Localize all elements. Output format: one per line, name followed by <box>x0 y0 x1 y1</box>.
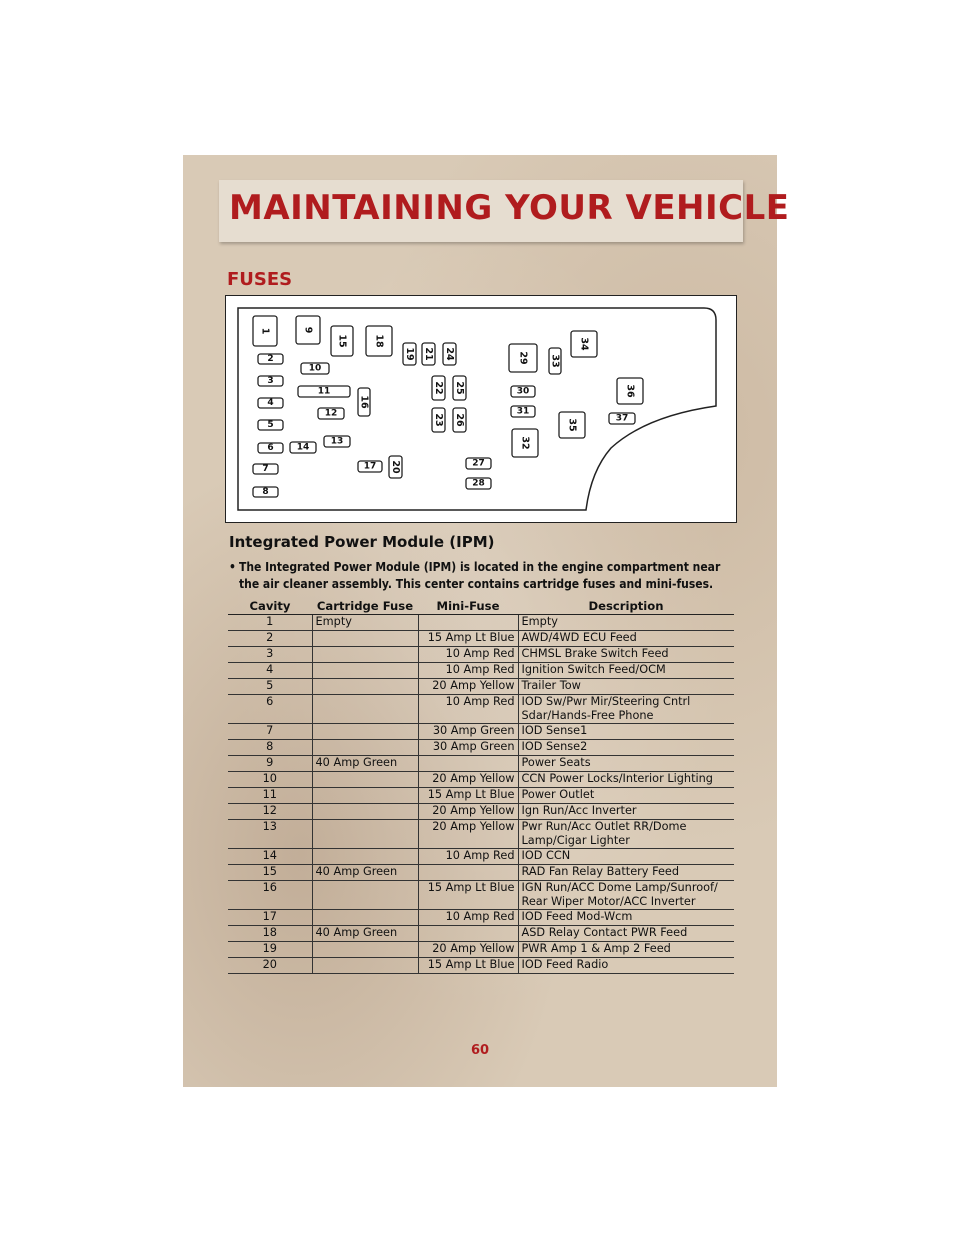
ipm-bullet <box>229 559 729 593</box>
fuse-7 <box>253 464 278 474</box>
fuse-12 <box>318 408 344 419</box>
cell-description: IOD Feed Radio <box>518 958 734 974</box>
fuse-13 <box>324 436 350 447</box>
cell-cavity: 9 <box>228 756 312 772</box>
cell-cartridge-fuse <box>312 631 418 647</box>
fuse-label: 34 <box>578 337 590 351</box>
cell-mini-fuse: 20 Amp Yellow <box>418 942 518 958</box>
table-row <box>228 820 734 849</box>
cell-description: AWD/4WD ECU Feed <box>518 631 734 647</box>
cell-cartridge-fuse <box>312 740 418 756</box>
fuse-label: 33 <box>549 354 561 368</box>
cell-cartridge-fuse <box>312 647 418 663</box>
cell-cartridge-fuse <box>312 881 418 910</box>
cell-description: Ignition Switch Feed/OCM <box>518 663 734 679</box>
fuse-16 <box>358 388 370 416</box>
ipm-bullet-text: The Integrated Power Module (IPM) is located in the engine compartment near the air cleaner assembly. This center contains cartridge fuses and mini-fuses. <box>239 560 721 591</box>
section-banner <box>219 180 790 242</box>
cell-mini-fuse <box>418 926 518 942</box>
cell-description: RAD Fan Relay Battery Feed <box>518 865 734 881</box>
cell-cartridge-fuse <box>312 910 418 926</box>
fuse-label: 30 <box>516 386 530 397</box>
fuse-27 <box>466 458 491 469</box>
cell-cavity: 16 <box>228 881 312 910</box>
fuse-19 <box>403 343 416 365</box>
fuse-label: 6 <box>267 443 274 453</box>
fuse-4 <box>258 398 283 408</box>
cell-mini-fuse: 30 Amp Green <box>418 724 518 740</box>
fuse-2 <box>258 354 283 364</box>
cell-mini-fuse: 10 Amp Red <box>418 695 518 724</box>
cell-mini-fuse: 15 Amp Lt Blue <box>418 881 518 910</box>
cell-description: Empty <box>518 615 734 631</box>
cell-cavity: 15 <box>228 865 312 881</box>
fuse-label: 29 <box>517 351 529 365</box>
cell-description: CHMSL Brake Switch Feed <box>518 647 734 663</box>
fuse-label: 4 <box>267 398 274 408</box>
fuse-24 <box>443 343 456 365</box>
fuses-heading: FUSES <box>227 269 293 290</box>
fuse-label: 18 <box>373 334 385 348</box>
cell-cavity: 2 <box>228 631 312 647</box>
fuse-label: 25 <box>454 381 465 395</box>
fuse-label: 17 <box>363 461 377 472</box>
cell-cavity: 7 <box>228 724 312 740</box>
fuse-box-diagram <box>225 295 737 523</box>
cell-cartridge-fuse <box>312 820 418 849</box>
fuse-label: 31 <box>516 406 530 417</box>
cell-cartridge-fuse <box>312 679 418 695</box>
cell-mini-fuse <box>418 865 518 881</box>
fuse-29 <box>509 344 537 372</box>
table-row <box>228 926 734 942</box>
table-row <box>228 849 734 865</box>
cell-cartridge-fuse <box>312 942 418 958</box>
fuse-label: 20 <box>390 460 401 474</box>
table-row <box>228 804 734 820</box>
fuse-label: 7 <box>262 464 269 474</box>
cell-cartridge-fuse <box>312 958 418 974</box>
cell-mini-fuse: 20 Amp Yellow <box>418 820 518 849</box>
table-row <box>228 615 734 631</box>
cell-description: IOD Sense2 <box>518 740 734 756</box>
fuse-25 <box>453 376 466 400</box>
fuse-label: 1 <box>259 327 271 335</box>
cell-cartridge-fuse: 40 Amp Green <box>312 865 418 881</box>
fuse-label: 19 <box>404 347 415 361</box>
fuse-label: 28 <box>472 478 485 489</box>
fuse-label: 36 <box>624 384 636 398</box>
fuse-label: 16 <box>358 395 370 409</box>
fuse-label: 24 <box>444 347 455 361</box>
cell-mini-fuse: 20 Amp Yellow <box>418 679 518 695</box>
cell-cavity: 12 <box>228 804 312 820</box>
fuse-15 <box>331 326 353 356</box>
cell-cavity: 13 <box>228 820 312 849</box>
cell-mini-fuse <box>418 615 518 631</box>
fuse-label: 14 <box>296 442 310 453</box>
fuse-label: 11 <box>317 386 331 397</box>
header-mini-fuse: Mini-Fuse <box>418 597 518 615</box>
fuse-1 <box>253 316 277 346</box>
cell-description: ASD Relay Contact PWR Feed <box>518 926 734 942</box>
cell-description: PWR Amp 1 & Amp 2 Feed <box>518 942 734 958</box>
cell-cavity: 20 <box>228 958 312 974</box>
cell-cartridge-fuse <box>312 804 418 820</box>
fuse-8 <box>253 487 278 497</box>
table-row <box>228 756 734 772</box>
cell-description: Trailer Tow <box>518 679 734 695</box>
fuse-label: 9 <box>302 326 314 334</box>
table-row <box>228 724 734 740</box>
ipm-heading: Integrated Power Module (IPM) <box>229 533 495 551</box>
cell-mini-fuse: 10 Amp Red <box>418 849 518 865</box>
cell-cartridge-fuse: 40 Amp Green <box>312 756 418 772</box>
cell-cavity: 8 <box>228 740 312 756</box>
cell-description: Power Outlet <box>518 788 734 804</box>
cell-cartridge-fuse <box>312 849 418 865</box>
cell-description: IOD Sense1 <box>518 724 734 740</box>
fuse-21 <box>422 343 435 365</box>
cell-cartridge-fuse <box>312 663 418 679</box>
cell-mini-fuse: 10 Amp Red <box>418 910 518 926</box>
fuse-label: 27 <box>472 458 485 469</box>
fuse-label: 23 <box>433 413 444 427</box>
cell-mini-fuse: 20 Amp Yellow <box>418 772 518 788</box>
cell-description: IOD Sw/Pwr Mir/Steering Cntrl Sdar/Hands-Free Phone <box>518 695 734 724</box>
fuse-20 <box>389 456 402 478</box>
fuse-30 <box>511 386 535 397</box>
fuse-36 <box>617 378 643 404</box>
cell-cavity: 10 <box>228 772 312 788</box>
fuse-6 <box>258 443 283 453</box>
table-row <box>228 695 734 724</box>
table-row <box>228 958 734 974</box>
fuse-box-svg <box>226 296 736 522</box>
cell-cartridge-fuse: 40 Amp Green <box>312 926 418 942</box>
fuse-31 <box>511 406 535 417</box>
fuse-37 <box>609 413 635 424</box>
fuse-18 <box>366 326 392 356</box>
cell-description: Power Seats <box>518 756 734 772</box>
fuse-label: 10 <box>308 363 322 374</box>
cell-mini-fuse: 15 Amp Lt Blue <box>418 631 518 647</box>
fuse-33 <box>549 348 561 374</box>
fuse-label: 8 <box>262 487 269 497</box>
cell-mini-fuse <box>418 756 518 772</box>
cell-mini-fuse: 30 Amp Green <box>418 740 518 756</box>
fuse-22 <box>432 376 445 400</box>
cell-description: CCN Power Locks/Interior Lighting <box>518 772 734 788</box>
fuse-28 <box>466 478 491 489</box>
cell-cartridge-fuse: Empty <box>312 615 418 631</box>
fuse-23 <box>432 408 445 432</box>
fuse-11 <box>298 386 350 397</box>
cell-mini-fuse: 20 Amp Yellow <box>418 804 518 820</box>
fuse-label: 32 <box>519 436 531 450</box>
cell-cavity: 5 <box>228 679 312 695</box>
table-row <box>228 910 734 926</box>
cell-cartridge-fuse <box>312 788 418 804</box>
cell-description: IOD Feed Mod-Wcm <box>518 910 734 926</box>
table-row <box>228 740 734 756</box>
fuse-label: 5 <box>267 420 274 430</box>
fuse-32 <box>512 429 538 457</box>
fuse-label: 13 <box>330 436 344 447</box>
table-header-row <box>228 597 734 615</box>
fuse-label: 22 <box>433 381 444 395</box>
fuse-label: 12 <box>324 408 338 419</box>
cell-cartridge-fuse <box>312 772 418 788</box>
cell-cavity: 17 <box>228 910 312 926</box>
table-row <box>228 679 734 695</box>
fuse-label: 21 <box>423 347 434 361</box>
header-description: Description <box>518 597 734 615</box>
page-number: 60 <box>470 1043 490 1058</box>
fuse-label: 37 <box>615 413 629 424</box>
fuse-26 <box>453 408 466 432</box>
cell-description: Pwr Run/Acc Outlet RR/Dome Lamp/Cigar Lighter <box>518 820 734 849</box>
cell-cavity: 4 <box>228 663 312 679</box>
fuse-34 <box>571 331 597 357</box>
table-row <box>228 881 734 910</box>
banner-title: MAINTAINING YOUR VEHICLE <box>229 188 790 228</box>
cell-cartridge-fuse <box>312 724 418 740</box>
manual-page <box>183 155 790 1087</box>
cell-cavity: 1 <box>228 615 312 631</box>
cell-cavity: 3 <box>228 647 312 663</box>
fuse-label: 3 <box>267 376 274 386</box>
cell-mini-fuse: 15 Amp Lt Blue <box>418 788 518 804</box>
fuse-table-body <box>228 615 734 974</box>
fuse-17 <box>358 461 382 472</box>
cell-cavity: 6 <box>228 695 312 724</box>
table-row <box>228 788 734 804</box>
table-row <box>228 663 734 679</box>
cell-cavity: 14 <box>228 849 312 865</box>
cell-cavity: 18 <box>228 926 312 942</box>
cell-cavity: 19 <box>228 942 312 958</box>
fuse-9 <box>296 316 320 344</box>
fuse-10 <box>301 363 329 374</box>
table-row <box>228 631 734 647</box>
fuse-table <box>228 597 734 974</box>
fuse-3 <box>258 376 283 386</box>
header-cavity: Cavity <box>228 597 312 615</box>
table-row <box>228 647 734 663</box>
fuse-label: 15 <box>336 334 348 348</box>
cell-mini-fuse: 10 Amp Red <box>418 663 518 679</box>
cell-description: IOD CCN <box>518 849 734 865</box>
table-row <box>228 865 734 881</box>
cell-description: Ign Run/Acc Inverter <box>518 804 734 820</box>
fuse-label: 2 <box>267 354 274 364</box>
table-row <box>228 942 734 958</box>
bullet-icon: • <box>229 560 236 574</box>
cell-mini-fuse: 15 Amp Lt Blue <box>418 958 518 974</box>
fuse-label: 26 <box>454 413 465 427</box>
cell-cartridge-fuse <box>312 695 418 724</box>
fuse-5 <box>258 420 283 430</box>
cell-mini-fuse: 10 Amp Red <box>418 647 518 663</box>
cell-description: IGN Run/ACC Dome Lamp/Sunroof/ Rear Wiper Motor/ACC Inverter <box>518 881 734 910</box>
cell-cavity: 11 <box>228 788 312 804</box>
table-row <box>228 772 734 788</box>
fuse-35 <box>559 412 585 438</box>
fuse-14 <box>290 442 316 453</box>
header-cartridge-fuse: Cartridge Fuse <box>312 597 418 615</box>
fuse-label: 35 <box>566 418 578 432</box>
